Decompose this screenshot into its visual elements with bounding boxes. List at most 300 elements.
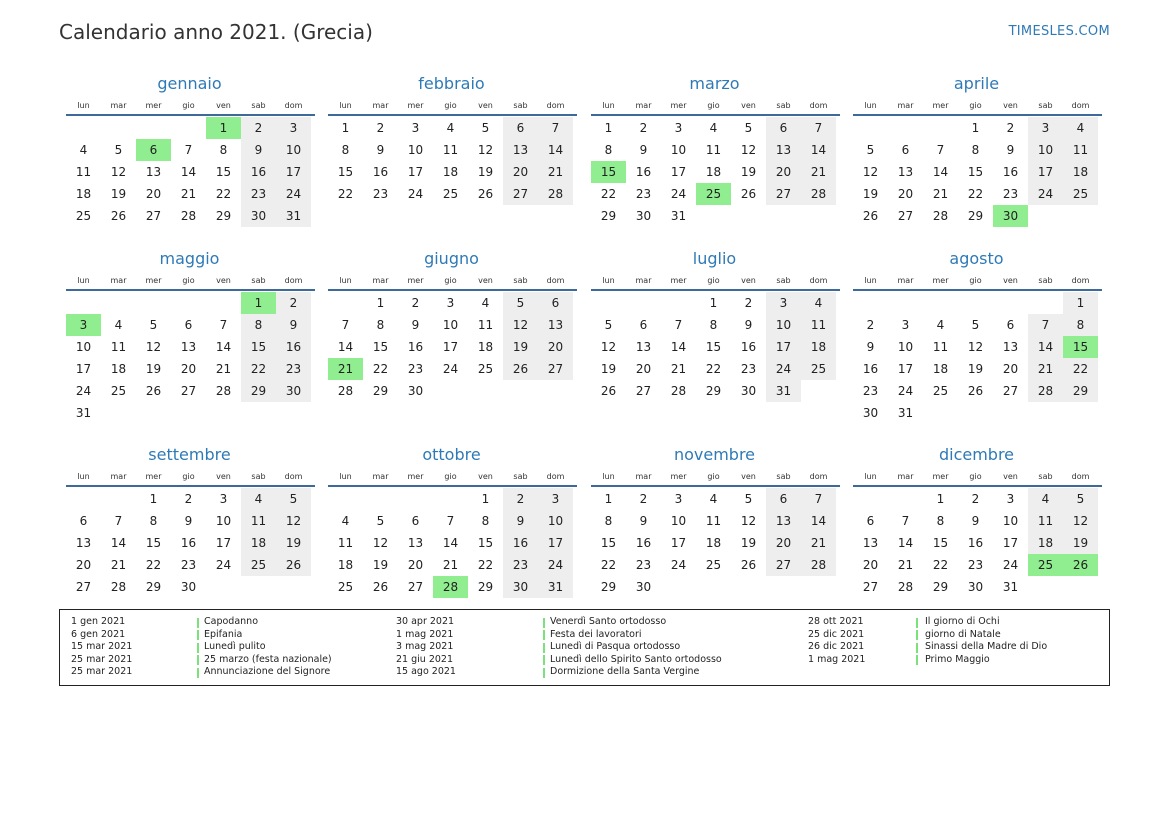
day-cell[interactable]: 8	[481, 514, 490, 528]
day-cell[interactable]: 5	[276, 488, 311, 510]
day-cell[interactable]: 28	[215, 384, 232, 398]
day-cell[interactable]: 9	[744, 318, 753, 332]
day-cell[interactable]: 24	[897, 384, 914, 398]
day-cell[interactable]: 11	[932, 340, 949, 354]
day-cell[interactable]: 25	[801, 358, 836, 380]
day-cell[interactable]: 14	[1028, 336, 1063, 358]
day-cell[interactable]: 10	[1002, 514, 1019, 528]
day-cell[interactable]: 4	[241, 488, 276, 510]
day-cell[interactable]: 6	[411, 514, 420, 528]
day-cell[interactable]: 24	[276, 183, 311, 205]
day-cell[interactable]: 13	[897, 165, 914, 179]
day-cell[interactable]: 26	[110, 209, 127, 223]
day-cell[interactable]: 10	[442, 318, 459, 332]
day-cell[interactable]: 20	[1002, 362, 1019, 376]
day-cell[interactable]: 12	[862, 165, 879, 179]
day-cell[interactable]: 26	[740, 187, 757, 201]
day-cell[interactable]: 25	[705, 558, 722, 572]
day-cell[interactable]: 19	[600, 362, 617, 376]
day-cell[interactable]: 30	[635, 580, 652, 594]
day-cell[interactable]: 25	[477, 362, 494, 376]
day-cell[interactable]: 15	[932, 536, 949, 550]
day-cell[interactable]: 5	[866, 143, 875, 157]
day-cell[interactable]: 7	[901, 514, 910, 528]
day-cell[interactable]: 25	[337, 580, 354, 594]
day-cell[interactable]: 2	[866, 318, 875, 332]
day-cell[interactable]: 13	[407, 536, 424, 550]
day-cell[interactable]: 30	[407, 384, 424, 398]
day-cell[interactable]: 18	[1028, 532, 1063, 554]
day-cell[interactable]: 16	[180, 536, 197, 550]
day-cell[interactable]: 11	[442, 143, 459, 157]
day-cell[interactable]: 1	[149, 492, 158, 506]
day-cell[interactable]: 20	[766, 161, 801, 183]
day-cell[interactable]: 16	[635, 536, 652, 550]
day-cell[interactable]: 12	[372, 536, 389, 550]
day-cell[interactable]: 4	[801, 292, 836, 314]
day-cell[interactable]: 20	[635, 362, 652, 376]
day-cell[interactable]: 28	[897, 580, 914, 594]
day-cell[interactable]: 14	[538, 139, 573, 161]
day-cell[interactable]: 6	[538, 292, 573, 314]
day-cell[interactable]: 3	[538, 488, 573, 510]
day-cell[interactable]: 20	[897, 187, 914, 201]
day-cell[interactable]: 18	[932, 362, 949, 376]
day-cell[interactable]: 18	[705, 536, 722, 550]
day-cell[interactable]: 9	[411, 318, 420, 332]
day-cell[interactable]: 20	[75, 558, 92, 572]
day-cell[interactable]: 8	[219, 143, 228, 157]
day-cell[interactable]: 31	[538, 576, 573, 598]
day-cell[interactable]: 18	[337, 558, 354, 572]
day-cell[interactable]: 5	[149, 318, 158, 332]
day-cell[interactable]: 16	[635, 165, 652, 179]
day-cell[interactable]: 10	[766, 314, 801, 336]
day-cell[interactable]: 3	[674, 121, 683, 135]
day-cell[interactable]: 23	[241, 183, 276, 205]
day-cell[interactable]: 8	[149, 514, 158, 528]
day-cell[interactable]: 10	[407, 143, 424, 157]
day-cell[interactable]: 21	[897, 558, 914, 572]
day-cell[interactable]: 23	[635, 187, 652, 201]
day-cell[interactable]: 28	[801, 183, 836, 205]
holiday-day-cell[interactable]: 28	[433, 576, 468, 598]
day-cell[interactable]: 3	[1006, 492, 1015, 506]
day-cell[interactable]: 6	[503, 117, 538, 139]
day-cell[interactable]: 23	[372, 187, 389, 201]
day-cell[interactable]: 28	[670, 384, 687, 398]
day-cell[interactable]: 31	[1002, 580, 1019, 594]
holiday-day-cell[interactable]: 1	[206, 117, 241, 139]
day-cell[interactable]: 18	[110, 362, 127, 376]
day-cell[interactable]: 7	[538, 117, 573, 139]
day-cell[interactable]: 6	[866, 514, 875, 528]
day-cell[interactable]: 13	[145, 165, 162, 179]
day-cell[interactable]: 9	[276, 314, 311, 336]
day-cell[interactable]: 16	[503, 532, 538, 554]
day-cell[interactable]: 5	[1063, 488, 1098, 510]
day-cell[interactable]: 13	[635, 340, 652, 354]
day-cell[interactable]: 24	[442, 362, 459, 376]
day-cell[interactable]: 28	[538, 183, 573, 205]
day-cell[interactable]: 5	[744, 121, 753, 135]
day-cell[interactable]: 3	[901, 318, 910, 332]
day-cell[interactable]: 25	[932, 384, 949, 398]
day-cell[interactable]: 25	[1063, 183, 1098, 205]
day-cell[interactable]: 24	[215, 558, 232, 572]
day-cell[interactable]: 17	[670, 165, 687, 179]
day-cell[interactable]: 13	[766, 139, 801, 161]
day-cell[interactable]: 30	[503, 576, 538, 598]
day-cell[interactable]: 1	[604, 121, 613, 135]
day-cell[interactable]: 4	[936, 318, 945, 332]
day-cell[interactable]: 8	[936, 514, 945, 528]
day-cell[interactable]: 30	[740, 384, 757, 398]
day-cell[interactable]: 4	[1063, 117, 1098, 139]
day-cell[interactable]: 29	[241, 380, 276, 402]
day-cell[interactable]: 27	[407, 580, 424, 594]
day-cell[interactable]: 27	[766, 554, 801, 576]
day-cell[interactable]: 7	[219, 318, 228, 332]
day-cell[interactable]: 24	[75, 384, 92, 398]
day-cell[interactable]: 16	[967, 536, 984, 550]
day-cell[interactable]: 11	[705, 143, 722, 157]
day-cell[interactable]: 12	[503, 314, 538, 336]
day-cell[interactable]: 27	[145, 209, 162, 223]
day-cell[interactable]: 31	[897, 406, 914, 420]
day-cell[interactable]: 3	[411, 121, 420, 135]
day-cell[interactable]: 14	[801, 139, 836, 161]
day-cell[interactable]: 13	[538, 314, 573, 336]
day-cell[interactable]: 16	[372, 165, 389, 179]
day-cell[interactable]: 12	[740, 514, 757, 528]
day-cell[interactable]: 21	[932, 187, 949, 201]
holiday-day-cell[interactable]: 15	[1063, 336, 1098, 358]
day-cell[interactable]: 19	[477, 165, 494, 179]
day-cell[interactable]: 18	[241, 532, 276, 554]
day-cell[interactable]: 5	[604, 318, 613, 332]
day-cell[interactable]: 21	[180, 187, 197, 201]
day-cell[interactable]: 21	[801, 161, 836, 183]
day-cell[interactable]: 27	[1002, 384, 1019, 398]
day-cell[interactable]: 17	[766, 336, 801, 358]
day-cell[interactable]: 8	[1063, 314, 1098, 336]
day-cell[interactable]: 21	[110, 558, 127, 572]
day-cell[interactable]: 19	[1063, 532, 1098, 554]
day-cell[interactable]: 9	[971, 514, 980, 528]
day-cell[interactable]: 2	[971, 492, 980, 506]
day-cell[interactable]: 2	[503, 488, 538, 510]
day-cell[interactable]: 30	[967, 580, 984, 594]
day-cell[interactable]: 20	[538, 336, 573, 358]
holiday-day-cell[interactable]: 25	[696, 183, 731, 205]
holiday-day-cell[interactable]: 25	[1028, 554, 1063, 576]
day-cell[interactable]: 18	[705, 165, 722, 179]
day-cell[interactable]: 25	[442, 187, 459, 201]
day-cell[interactable]: 31	[670, 209, 687, 223]
day-cell[interactable]: 22	[600, 558, 617, 572]
day-cell[interactable]: 27	[180, 384, 197, 398]
day-cell[interactable]: 10	[1028, 139, 1063, 161]
day-cell[interactable]: 7	[1028, 314, 1063, 336]
day-cell[interactable]: 31	[276, 205, 311, 227]
day-cell[interactable]: 29	[600, 580, 617, 594]
day-cell[interactable]: 12	[477, 143, 494, 157]
day-cell[interactable]: 17	[670, 536, 687, 550]
day-cell[interactable]: 1	[709, 296, 718, 310]
day-cell[interactable]: 24	[1002, 558, 1019, 572]
day-cell[interactable]: 16	[740, 340, 757, 354]
day-cell[interactable]: 19	[110, 187, 127, 201]
day-cell[interactable]: 22	[477, 558, 494, 572]
day-cell[interactable]: 14	[215, 340, 232, 354]
day-cell[interactable]: 14	[801, 510, 836, 532]
day-cell[interactable]: 26	[600, 384, 617, 398]
day-cell[interactable]: 17	[897, 362, 914, 376]
site-brand[interactable]: TIMESLES.COM	[1008, 24, 1110, 39]
day-cell[interactable]: 1	[971, 121, 980, 135]
day-cell[interactable]: 1	[604, 492, 613, 506]
holiday-day-cell[interactable]: 15	[591, 161, 626, 183]
day-cell[interactable]: 22	[372, 362, 389, 376]
day-cell[interactable]: 7	[801, 117, 836, 139]
day-cell[interactable]: 17	[215, 536, 232, 550]
day-cell[interactable]: 25	[110, 384, 127, 398]
day-cell[interactable]: 15	[967, 165, 984, 179]
day-cell[interactable]: 2	[411, 296, 420, 310]
day-cell[interactable]: 22	[600, 187, 617, 201]
day-cell[interactable]: 19	[740, 536, 757, 550]
day-cell[interactable]: 26	[862, 209, 879, 223]
day-cell[interactable]: 12	[740, 143, 757, 157]
day-cell[interactable]: 9	[376, 143, 385, 157]
day-cell[interactable]: 23	[503, 554, 538, 576]
day-cell[interactable]: 7	[114, 514, 123, 528]
day-cell[interactable]: 19	[276, 532, 311, 554]
day-cell[interactable]: 17	[538, 532, 573, 554]
day-cell[interactable]: 22	[215, 187, 232, 201]
holiday-day-cell[interactable]: 21	[328, 358, 363, 380]
day-cell[interactable]: 18	[1063, 161, 1098, 183]
day-cell[interactable]: 5	[971, 318, 980, 332]
day-cell[interactable]: 3	[219, 492, 228, 506]
day-cell[interactable]: 20	[145, 187, 162, 201]
day-cell[interactable]: 13	[180, 340, 197, 354]
day-cell[interactable]: 13	[766, 510, 801, 532]
day-cell[interactable]: 28	[180, 209, 197, 223]
holiday-day-cell[interactable]: 1	[241, 292, 276, 314]
day-cell[interactable]: 10	[670, 143, 687, 157]
day-cell[interactable]: 11	[801, 314, 836, 336]
day-cell[interactable]: 11	[1063, 139, 1098, 161]
day-cell[interactable]: 15	[372, 340, 389, 354]
day-cell[interactable]: 21	[215, 362, 232, 376]
day-cell[interactable]: 26	[145, 384, 162, 398]
day-cell[interactable]: 14	[897, 536, 914, 550]
day-cell[interactable]: 9	[639, 514, 648, 528]
day-cell[interactable]: 13	[862, 536, 879, 550]
day-cell[interactable]: 10	[276, 139, 311, 161]
day-cell[interactable]: 6	[639, 318, 648, 332]
day-cell[interactable]: 22	[705, 362, 722, 376]
day-cell[interactable]: 3	[674, 492, 683, 506]
day-cell[interactable]: 10	[215, 514, 232, 528]
day-cell[interactable]: 9	[503, 510, 538, 532]
day-cell[interactable]: 28	[337, 384, 354, 398]
day-cell[interactable]: 5	[744, 492, 753, 506]
day-cell[interactable]: 18	[801, 336, 836, 358]
day-cell[interactable]: 7	[184, 143, 193, 157]
day-cell[interactable]: 4	[446, 121, 455, 135]
day-cell[interactable]: 5	[503, 292, 538, 314]
day-cell[interactable]: 20	[407, 558, 424, 572]
day-cell[interactable]: 15	[705, 340, 722, 354]
day-cell[interactable]: 17	[276, 161, 311, 183]
day-cell[interactable]: 5	[481, 121, 490, 135]
day-cell[interactable]: 10	[75, 340, 92, 354]
day-cell[interactable]: 26	[503, 358, 538, 380]
day-cell[interactable]: 2	[241, 117, 276, 139]
day-cell[interactable]: 27	[862, 580, 879, 594]
day-cell[interactable]: 14	[180, 165, 197, 179]
day-cell[interactable]: 22	[932, 558, 949, 572]
day-cell[interactable]: 6	[79, 514, 88, 528]
day-cell[interactable]: 7	[674, 318, 683, 332]
day-cell[interactable]: 1	[1063, 292, 1098, 314]
day-cell[interactable]: 12	[600, 340, 617, 354]
day-cell[interactable]: 16	[276, 336, 311, 358]
day-cell[interactable]: 9	[241, 139, 276, 161]
day-cell[interactable]: 10	[897, 340, 914, 354]
day-cell[interactable]: 24	[670, 558, 687, 572]
day-cell[interactable]: 22	[337, 187, 354, 201]
day-cell[interactable]: 14	[442, 536, 459, 550]
day-cell[interactable]: 23	[407, 362, 424, 376]
day-cell[interactable]: 10	[670, 514, 687, 528]
day-cell[interactable]: 26	[372, 580, 389, 594]
day-cell[interactable]: 25	[241, 554, 276, 576]
day-cell[interactable]: 9	[866, 340, 875, 354]
day-cell[interactable]: 27	[75, 580, 92, 594]
day-cell[interactable]: 20	[766, 532, 801, 554]
day-cell[interactable]: 11	[477, 318, 494, 332]
day-cell[interactable]: 5	[376, 514, 385, 528]
day-cell[interactable]: 15	[145, 536, 162, 550]
day-cell[interactable]: 26	[477, 187, 494, 201]
day-cell[interactable]: 29	[967, 209, 984, 223]
day-cell[interactable]: 13	[1002, 340, 1019, 354]
day-cell[interactable]: 6	[766, 117, 801, 139]
day-cell[interactable]: 28	[932, 209, 949, 223]
day-cell[interactable]: 2	[639, 492, 648, 506]
day-cell[interactable]: 13	[75, 536, 92, 550]
day-cell[interactable]: 22	[967, 187, 984, 201]
day-cell[interactable]: 7	[801, 488, 836, 510]
day-cell[interactable]: 29	[1063, 380, 1098, 402]
day-cell[interactable]: 23	[740, 362, 757, 376]
day-cell[interactable]: 3	[1028, 117, 1063, 139]
day-cell[interactable]: 14	[337, 340, 354, 354]
day-cell[interactable]: 29	[600, 209, 617, 223]
day-cell[interactable]: 30	[241, 205, 276, 227]
day-cell[interactable]: 8	[709, 318, 718, 332]
day-cell[interactable]: 9	[639, 143, 648, 157]
day-cell[interactable]: 20	[862, 558, 879, 572]
day-cell[interactable]: 9	[1006, 143, 1015, 157]
day-cell[interactable]: 29	[372, 384, 389, 398]
day-cell[interactable]: 24	[538, 554, 573, 576]
day-cell[interactable]: 2	[639, 121, 648, 135]
day-cell[interactable]: 30	[276, 380, 311, 402]
day-cell[interactable]: 27	[635, 384, 652, 398]
day-cell[interactable]: 12	[967, 340, 984, 354]
day-cell[interactable]: 29	[932, 580, 949, 594]
day-cell[interactable]: 11	[75, 165, 92, 179]
day-cell[interactable]: 17	[1028, 161, 1063, 183]
day-cell[interactable]: 15	[215, 165, 232, 179]
day-cell[interactable]: 26	[967, 384, 984, 398]
holiday-day-cell[interactable]: 30	[993, 205, 1028, 227]
day-cell[interactable]: 6	[1006, 318, 1015, 332]
day-cell[interactable]: 18	[75, 187, 92, 201]
day-cell[interactable]: 7	[936, 143, 945, 157]
day-cell[interactable]: 2	[184, 492, 193, 506]
day-cell[interactable]: 22	[241, 358, 276, 380]
day-cell[interactable]: 5	[114, 143, 123, 157]
day-cell[interactable]: 9	[184, 514, 193, 528]
day-cell[interactable]: 20	[180, 362, 197, 376]
day-cell[interactable]: 19	[372, 558, 389, 572]
day-cell[interactable]: 8	[376, 318, 385, 332]
day-cell[interactable]: 30	[180, 580, 197, 594]
day-cell[interactable]: 21	[801, 532, 836, 554]
day-cell[interactable]: 21	[538, 161, 573, 183]
day-cell[interactable]: 15	[600, 536, 617, 550]
day-cell[interactable]: 14	[670, 340, 687, 354]
day-cell[interactable]: 22	[1063, 358, 1098, 380]
day-cell[interactable]: 29	[705, 384, 722, 398]
day-cell[interactable]: 17	[75, 362, 92, 376]
day-cell[interactable]: 18	[442, 165, 459, 179]
day-cell[interactable]: 4	[114, 318, 123, 332]
day-cell[interactable]: 13	[503, 139, 538, 161]
day-cell[interactable]: 28	[801, 554, 836, 576]
day-cell[interactable]: 4	[341, 514, 350, 528]
day-cell[interactable]: 23	[862, 384, 879, 398]
day-cell[interactable]: 29	[145, 580, 162, 594]
day-cell[interactable]: 2	[744, 296, 753, 310]
day-cell[interactable]: 3	[766, 292, 801, 314]
day-cell[interactable]: 24	[1028, 183, 1063, 205]
day-cell[interactable]: 4	[79, 143, 88, 157]
day-cell[interactable]: 11	[110, 340, 127, 354]
day-cell[interactable]: 4	[481, 296, 490, 310]
day-cell[interactable]: 4	[709, 492, 718, 506]
day-cell[interactable]: 7	[341, 318, 350, 332]
day-cell[interactable]: 8	[604, 514, 613, 528]
day-cell[interactable]: 27	[897, 209, 914, 223]
day-cell[interactable]: 29	[215, 209, 232, 223]
day-cell[interactable]: 16	[407, 340, 424, 354]
day-cell[interactable]: 31	[766, 380, 801, 402]
day-cell[interactable]: 21	[1028, 358, 1063, 380]
day-cell[interactable]: 1	[376, 296, 385, 310]
day-cell[interactable]: 23	[1002, 187, 1019, 201]
day-cell[interactable]: 24	[766, 358, 801, 380]
day-cell[interactable]: 26	[276, 554, 311, 576]
day-cell[interactable]: 23	[635, 558, 652, 572]
day-cell[interactable]: 12	[145, 340, 162, 354]
